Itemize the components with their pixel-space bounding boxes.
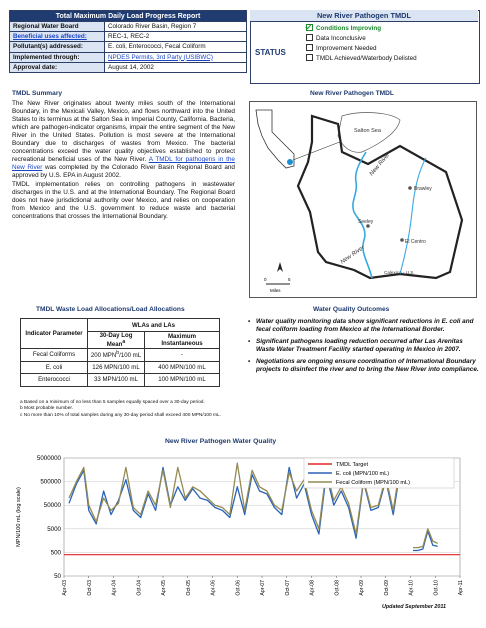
status-option-label: Conditions Improving bbox=[316, 25, 382, 32]
checkbox-icon bbox=[306, 34, 313, 41]
y-tick-label: 5000 bbox=[47, 525, 61, 533]
y-tick-label: 500000 bbox=[40, 478, 61, 486]
header-value: Colorado River Basin, Region 7 bbox=[105, 22, 247, 32]
y-tick-label: 5000000 bbox=[36, 455, 61, 462]
header-value: August 14, 2002 bbox=[105, 62, 247, 72]
status-option-data-inconclusive[interactable] bbox=[306, 34, 366, 43]
y-tick-label: 50000 bbox=[43, 502, 61, 510]
cell-param: E. coli bbox=[21, 361, 88, 374]
status-option-label: Improvement Needed bbox=[316, 45, 377, 52]
checked-box-icon bbox=[306, 24, 313, 31]
cell-max: 400 MPN/100 mL bbox=[145, 361, 220, 374]
x-tick-label: Oct-03 bbox=[86, 580, 93, 596]
status-option-tmdl-achieved[interactable] bbox=[306, 54, 417, 63]
summary-paragraph-1: The New River originates about twenty miles south of the International Boundary, in the Mexicali Valley, Mexico, and flows northward into the United States to its terminus at the Salton Sea in Imperial County, California. Bacteria, which are pathogen-indicator organisms, impair the entire segment of the New River in the United States. Pollution is most severe at the International Boundary due to discharges of wastes from Mexico. The bacterial concentrations exceed the water quality objectives established to protect recreational beneficial uses of the New River. bbox=[12, 100, 235, 164]
x-tick-label: Apr-06 bbox=[210, 580, 217, 596]
updated-date: Updated September 2011 bbox=[382, 604, 447, 610]
table-row bbox=[21, 374, 220, 387]
alamo-river-line bbox=[400, 158, 426, 274]
status-option-label: Data Inconclusive bbox=[316, 35, 366, 42]
x-tick-label: Apr-03 bbox=[62, 580, 68, 596]
x-tick-label: Apr-05 bbox=[161, 580, 167, 596]
header-label: Approval date: bbox=[10, 62, 105, 72]
outcome-bullet: ▪ Water quality monitoring data show significant reductions in E. coli and fecal coliform loading from Mexico at the International Border. bbox=[248, 318, 480, 334]
scale-label: 0 bbox=[264, 277, 267, 282]
legend-label: Fecal Coliform (MPN/100 mL) bbox=[336, 480, 410, 486]
map-title: New River Pathogen TMDL bbox=[310, 90, 394, 97]
report-title: Total Maximum Daily Load Progress Report bbox=[10, 11, 247, 22]
summary-paragraph-1-tail: was completed by the Colorado River Basin Regional Board and approved by U.S. EPA in August 2002. bbox=[12, 164, 235, 180]
summary-heading: TMDL Summary bbox=[12, 90, 63, 97]
north-arrow-icon bbox=[277, 262, 283, 272]
legend-label: E. coli (MPN/100 mL) bbox=[336, 471, 390, 477]
outcome-bullet: ▪ Significant pathogens loading reduction occurred after Las Arenitas Waste Water Treatment Facility started operating in Mexico in 2007. bbox=[248, 338, 480, 354]
x-tick-label: Oct-09 bbox=[383, 580, 390, 596]
region-map bbox=[249, 101, 477, 298]
cell-log: 126 MPN/100 mL bbox=[88, 361, 145, 374]
map-label: Salton Sea bbox=[354, 128, 381, 134]
x-tick-label: Oct-04 bbox=[136, 580, 143, 596]
map-label: New River bbox=[368, 152, 392, 178]
wla-title: TMDL Waste Load Allocations/Load Allocations bbox=[36, 306, 185, 313]
footnote: c No more than 10% of total samples during any 30-day period shall exceed 400 MPN/100 mL. bbox=[20, 412, 222, 418]
summary-paragraph-2: TMDL implementation relies on controlling pathogens in wastewater discharges in the U.S. and at the International Boundary. The Regional Board does not have jurisdictional authority over Mexico, and relies on cooperation from Mexico and the U.S. government to reduce waste and bacterial concentrations that crosses the International Boundary. bbox=[12, 180, 235, 221]
x-tick-label: Oct-07 bbox=[284, 580, 291, 596]
tmdl-pathogens-link[interactable]: A TMDL for pathogens in the New River bbox=[12, 156, 235, 172]
water-quality-chart bbox=[8, 448, 478, 608]
x-tick-label: Oct-05 bbox=[185, 580, 192, 596]
x-tick-label: Apr-11 bbox=[458, 580, 464, 596]
header-label: Pollutant(s) addressed: bbox=[10, 42, 105, 52]
header-value: REC-1, REC-2 bbox=[105, 32, 247, 42]
new-river-line bbox=[353, 152, 372, 278]
y-axis-label: MPN/100 mL (log scale) bbox=[16, 487, 22, 547]
cell-max: 100 MPN/100 mL bbox=[145, 374, 220, 387]
city-marker-icon bbox=[408, 186, 412, 190]
x-tick-label: Apr-10 bbox=[408, 580, 415, 596]
california-outline bbox=[256, 110, 294, 168]
col-header-max: Maximum Instantaneous bbox=[145, 332, 220, 349]
map-label: Calexico - U.S. bbox=[384, 270, 415, 275]
outcomes-list bbox=[248, 318, 480, 379]
report-header-table bbox=[9, 10, 247, 73]
cell-param: Fecal Coliforms bbox=[21, 349, 88, 362]
col-header-param: Indicator Parameter bbox=[21, 319, 88, 349]
outcomes-title: Water Quality Outcomes bbox=[313, 306, 390, 313]
wla-footnotes bbox=[20, 400, 235, 419]
col-header-log: 30-Day Log Mean$^a$ bbox=[88, 332, 145, 349]
y-tick-label: 50 bbox=[54, 573, 61, 580]
map-label: El Centro bbox=[405, 239, 426, 245]
map-label: New River bbox=[339, 244, 366, 266]
x-tick-label: Apr-09 bbox=[359, 580, 365, 596]
cell-param: Enterococci bbox=[21, 374, 88, 387]
x-tick-label: Oct-10 bbox=[433, 580, 440, 596]
y-tick-label: 500 bbox=[50, 549, 61, 557]
map-label: Seeley bbox=[358, 219, 374, 225]
scale-label: Miles bbox=[270, 288, 281, 293]
chart-title: New River Pathogen Water Quality bbox=[165, 438, 277, 445]
col-header-group: WLAs and LAs bbox=[88, 319, 220, 332]
legend-label: TMDL Target bbox=[336, 462, 369, 468]
city-marker-icon bbox=[400, 238, 404, 242]
header-label: Implemented through: bbox=[10, 52, 105, 62]
x-tick-label: Oct-08 bbox=[334, 580, 341, 596]
x-tick-label: Apr-08 bbox=[309, 580, 316, 596]
location-marker-icon bbox=[287, 159, 293, 165]
map-label: Brawley bbox=[414, 186, 432, 192]
npdes-permits-link[interactable]: NPDES Permits, 3rd Party (USIBWC) bbox=[108, 53, 213, 61]
x-tick-label: Apr-07 bbox=[260, 580, 266, 596]
wla-table bbox=[20, 318, 220, 387]
status-label: STATUS bbox=[255, 48, 286, 57]
status-option-improvement-needed[interactable] bbox=[306, 44, 377, 53]
table-row bbox=[21, 349, 220, 362]
beneficial-uses-link[interactable]: Beneficial uses affected: bbox=[13, 33, 87, 41]
cell-log: 200 MPN$^b$/100 mL bbox=[88, 349, 145, 362]
footnote: a Based on a minimum of no less than 5 samples equally spaced over a 30-day period. bbox=[20, 400, 205, 405]
cell-max: - bbox=[145, 349, 220, 362]
scale-label: 5 bbox=[288, 277, 291, 282]
status-option-conditions-improving[interactable] bbox=[306, 24, 381, 33]
x-tick-label: Oct-06 bbox=[235, 580, 242, 596]
cell-log: 33 MPN/100 mL bbox=[88, 374, 145, 387]
x-tick-label: Apr-04 bbox=[111, 580, 118, 596]
header-value: E. coli, Enterococci, Fecal Coliform bbox=[105, 42, 247, 52]
summary-text bbox=[12, 100, 235, 222]
checkbox-icon bbox=[306, 44, 313, 51]
status-title: New River Pathogen TMDL bbox=[250, 10, 478, 22]
checkbox-icon bbox=[306, 54, 313, 61]
status-option-label: TMDL Achieved/Waterbody Delisted bbox=[316, 55, 417, 62]
footnote: b Most probable number. bbox=[20, 406, 74, 412]
table-row bbox=[21, 361, 220, 374]
outcome-bullet: ▪ Negotiations are ongoing ensure coordination of International Boundary projects to disinfect the river and to bring the New River into compliance. bbox=[248, 358, 480, 374]
header-label: Regional Water Board bbox=[10, 22, 105, 32]
